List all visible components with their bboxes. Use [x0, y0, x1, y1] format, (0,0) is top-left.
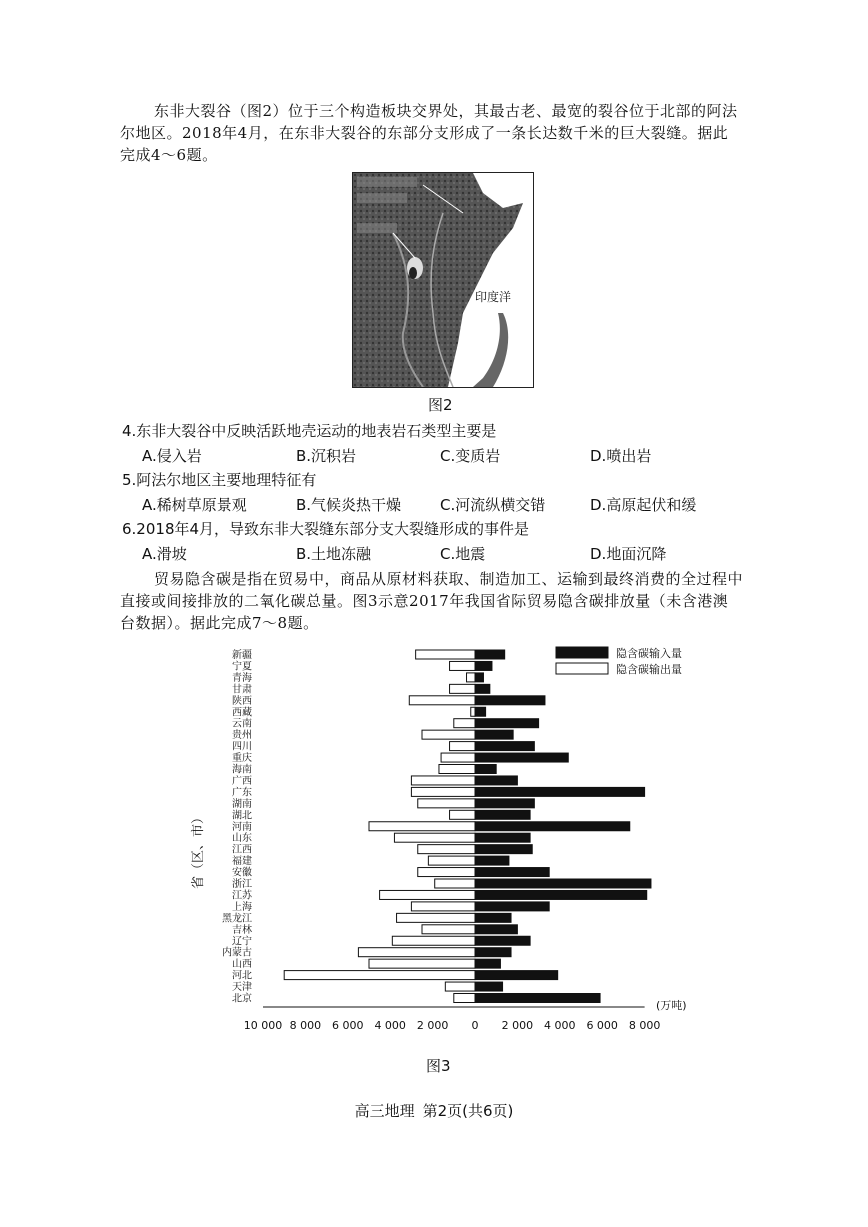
intro1-line-2: 尔地区。2018年4月，在东非大裂谷的东部分支形成了一条长达数千米的巨大裂缝。据此 [120, 124, 729, 142]
category-label-17: 江西 [232, 844, 252, 856]
category-label-8: 四川 [232, 741, 252, 753]
bar-input-16 [475, 833, 530, 842]
bar-output-8 [450, 742, 475, 751]
category-label-5: 西藏 [232, 707, 252, 719]
question-5-option-a: A.稀树草原景观 [142, 496, 247, 514]
category-label-10: 海南 [232, 764, 252, 776]
question-5-option-c: C.河流纵横交错 [440, 496, 546, 514]
question-6-stem: 6.2018年4月，导致东非大裂缝东部分支大裂缝形成的事件是 [122, 520, 530, 538]
category-label-14: 湖北 [232, 810, 252, 822]
bar-input-12 [475, 787, 645, 796]
bar-input-2 [475, 673, 483, 682]
question-4-option-a: A.侵入岩 [142, 447, 202, 465]
bar-output-16 [394, 833, 475, 842]
bar-input-30 [475, 994, 600, 1003]
bar-input-9 [475, 753, 568, 762]
category-label-6: 云南 [232, 718, 252, 730]
bar-output-27 [369, 959, 475, 968]
category-label-12: 广东 [232, 787, 252, 799]
figure-2-caption: 图2 [428, 396, 453, 414]
page-footer [0, 1100, 868, 1121]
question-6-option-c: C.地震 [440, 545, 486, 563]
bar-output-14 [450, 810, 475, 819]
bar-output-11 [411, 776, 475, 785]
bar-output-0 [416, 650, 475, 659]
bar-input-23 [475, 913, 511, 922]
chart-svg [180, 640, 700, 1050]
footer-subject: 高三地理 [354, 1102, 415, 1120]
question-5-option-d: D.高原起伏和缓 [590, 496, 697, 514]
question-6-option-a: A.滑坡 [142, 545, 187, 563]
x-tick-right-3: 8 000 [628, 1018, 661, 1032]
question-4-option-d: D.喷出岩 [590, 447, 652, 465]
intro2-line-1: 贸易隐含碳是指在贸易中，商品从原材料获取、制造加工、运输到最终消费的全过程中 [154, 570, 744, 588]
category-label-29: 天津 [232, 982, 252, 994]
bar-output-21 [380, 890, 475, 899]
category-label-25: 辽宁 [232, 936, 252, 948]
bar-output-5 [471, 707, 475, 716]
bar-output-3 [450, 684, 475, 693]
bar-input-17 [475, 845, 532, 854]
bar-output-20 [435, 879, 475, 888]
footer-page: 第2页(共6页) [422, 1102, 514, 1120]
unit-label: (万吨) [656, 998, 687, 1012]
category-label-2: 青海 [232, 672, 252, 684]
bar-input-27 [475, 959, 500, 968]
question-6-option-d: D.地面沉降 [590, 545, 667, 563]
legend-input-label: 隐含碳输入量 [616, 647, 682, 660]
category-label-18: 福建 [232, 856, 252, 868]
category-label-24: 吉林 [232, 924, 252, 936]
bar-input-22 [475, 902, 549, 911]
bar-input-4 [475, 696, 545, 705]
question-5-stem: 5.阿法尔地区主要地理特征有 [122, 471, 317, 489]
bar-input-24 [475, 925, 517, 934]
bar-output-29 [445, 982, 475, 991]
bar-output-23 [397, 913, 475, 922]
category-label-1: 宁夏 [232, 661, 252, 673]
question-4-option-b: B.沉积岩 [296, 447, 357, 465]
bar-output-4 [409, 696, 475, 705]
x-tick-right-1: 4 000 [544, 1018, 576, 1032]
bar-output-30 [454, 994, 475, 1003]
question-4-stem: 4.东非大裂谷中反映活跃地壳运动的地表岩石类型主要是 [122, 422, 497, 440]
bar-input-0 [475, 650, 505, 659]
bar-input-7 [475, 730, 513, 739]
bar-input-18 [475, 856, 509, 865]
bar-input-20 [475, 879, 651, 888]
category-label-4: 陕西 [232, 695, 252, 707]
figure-3-caption: 图3 [426, 1057, 451, 1075]
category-label-20: 浙江 [232, 879, 252, 890]
category-label-23: 黑龙江 [222, 913, 252, 925]
x-tick-left-5: 0 [471, 1018, 479, 1032]
bar-input-11 [475, 776, 517, 785]
intro1-line-3: 完成4～6题。 [120, 146, 218, 164]
category-label-11: 广西 [232, 775, 252, 787]
bar-output-17 [418, 845, 475, 854]
bar-input-19 [475, 868, 549, 877]
bar-output-25 [392, 936, 475, 945]
intro1-line-1: 东非大裂谷（图2）位于三个构造板块交界处，其最古老、最宽的裂谷位于北部的阿法 [154, 102, 738, 120]
category-label-7: 贵州 [232, 730, 252, 742]
bar-input-6 [475, 719, 539, 728]
category-label-16: 山东 [232, 833, 252, 845]
bar-output-24 [422, 925, 475, 934]
category-label-22: 上海 [232, 901, 252, 913]
trade-carbon-chart [180, 640, 700, 1054]
intro-paragraph-1 [120, 100, 760, 166]
category-label-0: 新疆 [232, 650, 252, 661]
category-label-26: 内蒙古 [222, 947, 252, 959]
bar-output-2 [467, 673, 475, 682]
bar-output-28 [284, 971, 475, 980]
map-image [353, 173, 533, 387]
bar-output-7 [422, 730, 475, 739]
category-label-30: 北京 [232, 993, 252, 1005]
category-label-9: 重庆 [232, 753, 252, 765]
bar-input-8 [475, 742, 534, 751]
bar-output-26 [358, 948, 475, 957]
east-africa-rift-map [352, 172, 534, 388]
category-label-21: 江苏 [232, 890, 252, 902]
x-tick-left-2: 6 000 [332, 1018, 364, 1032]
category-label-15: 河南 [232, 821, 252, 833]
bar-output-12 [411, 787, 475, 796]
x-tick-right-0: 2 000 [501, 1018, 534, 1032]
x-tick-left-0: 10 000 [243, 1018, 283, 1032]
bar-output-22 [411, 902, 475, 911]
bar-input-25 [475, 936, 530, 945]
intro-paragraph-2 [120, 568, 760, 634]
bar-input-5 [475, 707, 486, 716]
bar-output-18 [428, 856, 475, 865]
bar-output-13 [418, 799, 475, 808]
category-label-28: 河北 [232, 970, 252, 982]
bar-output-19 [418, 868, 475, 877]
legend-input-swatch [556, 647, 608, 658]
intro2-line-3: 台数据）。据此完成7～8题。 [120, 614, 319, 632]
x-tick-left-4: 2 000 [416, 1018, 449, 1032]
bar-output-6 [454, 719, 475, 728]
bar-input-10 [475, 765, 496, 774]
question-5-option-b: B.气候炎热干燥 [296, 496, 402, 514]
category-label-13: 湖南 [232, 798, 252, 810]
bar-output-15 [369, 822, 475, 831]
bar-input-1 [475, 661, 492, 670]
intro2-line-2: 直接或间接排放的二氧化碳总量。图3示意2017年我国省际贸易隐含碳排放量（未含港澳 [120, 592, 729, 610]
bar-input-13 [475, 799, 534, 808]
legend-output-swatch [556, 663, 608, 674]
category-label-27: 山西 [232, 959, 252, 971]
y-axis-label: 省（区、市） [191, 810, 206, 890]
bar-input-15 [475, 822, 630, 831]
bar-input-26 [475, 948, 511, 957]
bar-output-9 [441, 753, 475, 762]
bar-input-14 [475, 810, 530, 819]
bar-output-1 [450, 661, 475, 670]
question-4-option-c: C.变质岩 [440, 447, 501, 465]
bar-input-3 [475, 684, 490, 693]
category-label-3: 甘肃 [232, 684, 252, 696]
bar-input-29 [475, 982, 503, 991]
x-tick-right-2: 6 000 [586, 1018, 618, 1032]
bar-input-21 [475, 890, 647, 899]
question-6-option-b: B.土地冻融 [296, 545, 372, 563]
x-tick-left-1: 8 000 [289, 1018, 322, 1032]
category-label-19: 安徽 [232, 867, 252, 879]
x-tick-left-3: 4 000 [374, 1018, 406, 1032]
bar-output-10 [439, 765, 475, 774]
legend-output-label: 隐含碳输出量 [616, 663, 682, 676]
bar-input-28 [475, 971, 558, 980]
indian-ocean-label: 印度洋 [475, 290, 512, 304]
